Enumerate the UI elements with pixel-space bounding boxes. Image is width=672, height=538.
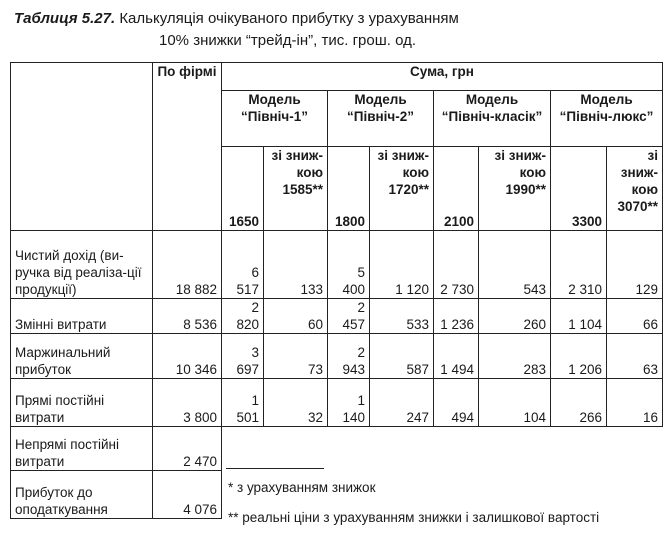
cell-value: 1 120 bbox=[370, 231, 434, 299]
cell-value: 3 697 bbox=[222, 334, 264, 379]
cell-value: 63 bbox=[607, 334, 663, 379]
cell-value: 2 457 bbox=[328, 299, 370, 334]
firm-value: 18 882 bbox=[153, 231, 222, 299]
cell-value: 266 bbox=[551, 379, 607, 427]
cell-value: 543 bbox=[479, 231, 551, 299]
cell-value: 5 400 bbox=[328, 231, 370, 299]
footnote-divider bbox=[226, 468, 324, 469]
row-label: Прямі постійні витрати bbox=[11, 379, 153, 427]
header-model-4: Модель “Північ-люкс” bbox=[551, 91, 663, 147]
cell-value: 66 bbox=[607, 299, 663, 334]
cell-value: 6 517 bbox=[222, 231, 264, 299]
row-net-revenue bbox=[11, 231, 663, 299]
caption-line1: Калькуляція очікуваного прибутку з урахуванням bbox=[119, 10, 459, 27]
profit-table bbox=[10, 62, 663, 519]
cell-value: 1 236 bbox=[434, 299, 479, 334]
price-3: 2100 bbox=[434, 147, 479, 231]
price-2: 1800 bbox=[328, 147, 370, 231]
firm-value: 3 800 bbox=[153, 379, 222, 427]
caption-line2: 10% знижки “трейд-ін”, тис. грош. од. bbox=[159, 32, 417, 49]
cell-value: 1 104 bbox=[551, 299, 607, 334]
row-label: Непрямі постійні витрати bbox=[11, 427, 153, 471]
cell-value: 494 bbox=[434, 379, 479, 427]
cell-value: 104 bbox=[479, 379, 551, 427]
cell-value: 533 bbox=[370, 299, 434, 334]
firm-value: 4 076 bbox=[153, 471, 222, 519]
cell-value: 133 bbox=[264, 231, 328, 299]
table-caption bbox=[14, 8, 459, 52]
cell-value: 129 bbox=[607, 231, 663, 299]
row-marginal-profit bbox=[11, 334, 663, 379]
footnote-1: * з урахуванням знижок bbox=[228, 480, 376, 495]
firm-value: 8 536 bbox=[153, 299, 222, 334]
cell-value: 1 140 bbox=[328, 379, 370, 427]
cell-value: 2 730 bbox=[434, 231, 479, 299]
row-variable-costs bbox=[11, 299, 663, 334]
discount-price-4: зі зниж-кою 3070** bbox=[607, 147, 663, 231]
discount-price-2: зі зниж-кою 1720** bbox=[370, 147, 434, 231]
footnote-2: ** реальні ціни з урахуванням знижки і залишкової вартості bbox=[228, 510, 600, 525]
cell-value: 73 bbox=[264, 334, 328, 379]
cell-value: 1 206 bbox=[551, 334, 607, 379]
header-sum: Сума, грн bbox=[222, 63, 663, 91]
cell-value: 16 bbox=[607, 379, 663, 427]
row-label: Маржинальний прибуток bbox=[11, 334, 153, 379]
empty-area bbox=[222, 427, 663, 471]
price-1: 1650 bbox=[222, 147, 264, 231]
row-label: Змінні витрати bbox=[11, 299, 153, 334]
row-direct-fixed-costs bbox=[11, 379, 663, 427]
cell-value: 2 943 bbox=[328, 334, 370, 379]
discount-price-3: зі зниж-кою 1990** bbox=[479, 147, 551, 231]
cell-value: 1 494 bbox=[434, 334, 479, 379]
cell-value: 260 bbox=[479, 299, 551, 334]
price-4: 3300 bbox=[551, 147, 607, 231]
header-firm: По фірмі bbox=[153, 63, 222, 231]
header-model-2: Модель “Північ-2” bbox=[328, 91, 434, 147]
row-label: Чистий дохід (ви-ручка від реаліза-ції продукції) bbox=[11, 231, 153, 299]
discount-price-1: зі зниж-кою 1585** bbox=[264, 147, 328, 231]
header-model-1: Модель “Північ-1” bbox=[222, 91, 328, 147]
cell-value: 283 bbox=[479, 334, 551, 379]
corner-cell bbox=[11, 63, 153, 231]
cell-value: 247 bbox=[370, 379, 434, 427]
firm-value: 2 470 bbox=[153, 427, 222, 471]
row-label: Прибуток до оподаткування bbox=[11, 471, 153, 519]
row-indirect-fixed-costs bbox=[11, 427, 663, 471]
cell-value: 2 310 bbox=[551, 231, 607, 299]
header-model-3: Модель “Північ-класік” bbox=[434, 91, 551, 147]
caption-number: Таблиця 5.27. bbox=[14, 10, 116, 27]
firm-value: 10 346 bbox=[153, 334, 222, 379]
cell-value: 587 bbox=[370, 334, 434, 379]
cell-value: 2 820 bbox=[222, 299, 264, 334]
cell-value: 32 bbox=[264, 379, 328, 427]
header-row-1 bbox=[11, 63, 663, 91]
cell-value: 1 501 bbox=[222, 379, 264, 427]
cell-value: 60 bbox=[264, 299, 328, 334]
